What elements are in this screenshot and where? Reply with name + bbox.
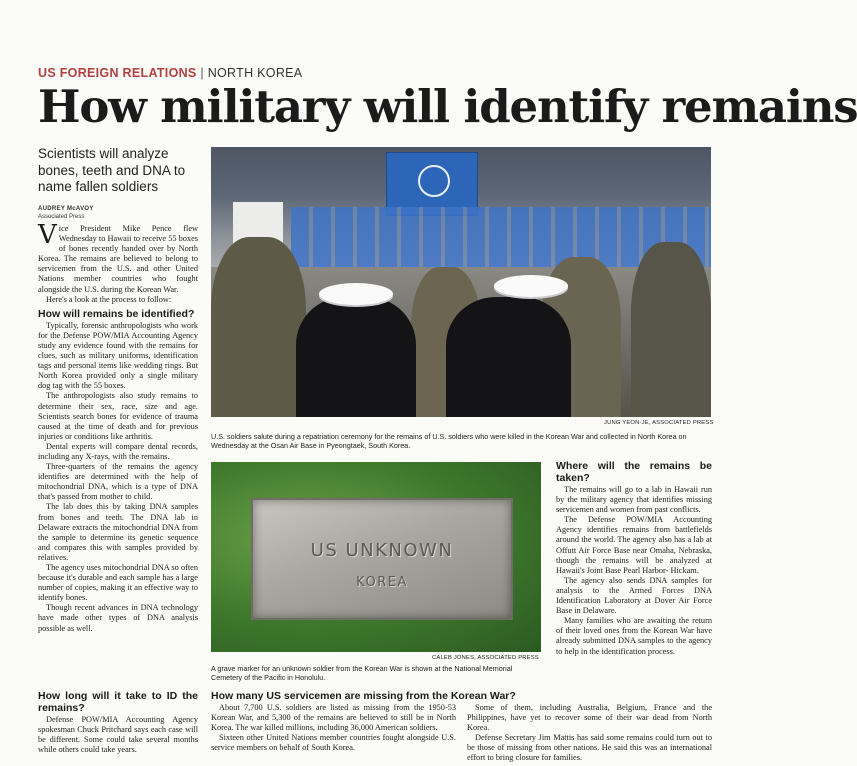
intro-paragraph-2: Here's a look at the process to follow:: [46, 294, 172, 304]
body-paragraph: The remains will go to a lab in Hawaii run by the military agency that identifies missing servicemen and women from past conflicts.: [556, 485, 712, 515]
article-column-3: [556, 460, 712, 657]
body-paragraph: The lab does this by taking DNA samples from bones and teeth. The DNA lab in Delaware extracts the mitochondrial DNA from the sample to determine its genetic sequence and compares this with samples provided by relatives.: [38, 502, 198, 562]
body-paragraph: Defense POW/MIA Accounting Agency spokesman Chuck Pritchard says each case will be different. Some could take several months while others could take years.: [38, 715, 198, 755]
section-kicker: [38, 66, 302, 80]
marine-figure: [446, 297, 571, 417]
body-paragraph: Sixteen other United Nations member countries fought alongside U.S. service members on behalf of South Korea.: [211, 733, 456, 753]
marker-inscription-line-1: US UNKNOWN: [310, 540, 454, 561]
drop-cap: V: [38, 220, 57, 250]
body-paragraph: Many families who are awaiting the return of their loved ones from the Korean War have already submitted DNA samples to the agency to help in the identification process.: [556, 616, 712, 656]
body-paragraph: Dental experts will compare dental records, including any X-rays, with the remains.: [38, 441, 198, 461]
byline-name: AUDREY McAVOY: [38, 206, 94, 212]
photo-credit: JUNG YEON-JE, ASSOCIATED PRESS: [604, 420, 714, 426]
article-column-1: [38, 220, 198, 634]
missing-right-column: [467, 703, 712, 764]
photo-credit: CALEB JONES, ASSOCIATED PRESS: [432, 655, 539, 661]
body-paragraph: The agency uses mitochondrial DNA so often because it's durable and each sample has a large number of copies, making it an effective way to identify bones.: [38, 563, 198, 603]
body-paragraph: Three-quarters of the remains the agency identifies are determined with the help of mitochondrial DNA, which is a type of DNA that's passed from mother to child.: [38, 462, 198, 502]
missing-section: [211, 690, 712, 764]
missing-left-column: [211, 703, 456, 764]
kicker-section: US FOREIGN RELATIONS: [38, 66, 197, 80]
photo-caption: U.S. soldiers salute during a repatriation ceremony for the remains of U.S. soldiers who were killed in the Korean War and collected in North Korea on Wednesday at the Osan Air Base in Pyeongtaek, South Korea.: [211, 432, 687, 451]
marker-inscription-line-2: KOREA: [356, 575, 408, 590]
grave-marker-stone: [251, 498, 513, 620]
body-paragraph: Defense Secretary Jim Mattis has said some remains could turn out to be those of missing from other nations. He said this was an international effort to bring closure for families.: [467, 733, 712, 763]
body-paragraph: The Defense POW/MIA Accounting Agency identifies remains from battlefields around the world. The agency also has a lab at Offutt Air Force Base near Omaha, Nebraska, though the remains will be analyzed at Hawaii's Joint Base Pearl Harbor- Hickam.: [556, 515, 712, 575]
headline: How military will identify remains: [38, 80, 857, 133]
un-emblem-icon: [418, 165, 450, 197]
subhead-missing: How many US servicemen are missing from the Korean War?: [211, 690, 516, 702]
byline-agency: Associated Press: [38, 214, 85, 220]
grave-marker-photo: [211, 462, 541, 652]
white-cap: [494, 275, 568, 297]
subhead-how-long: How long will it take to ID the remains?: [38, 690, 198, 714]
body-paragraph: Typically, forensic anthropologists who work for the Defense POW/MIA Accounting Agency study any evidence found with the remains for clues, such as military uniforms, identification tags and personal items like wedding rings. But North Korea provided only a single military dog tag with the 55 boxes.: [38, 320, 198, 391]
kicker-separator: |: [200, 66, 204, 80]
byline: [38, 205, 94, 221]
marine-figure: [296, 297, 416, 417]
ceremony-photo: [211, 147, 711, 417]
body-paragraph: Some of them, including Australia, Belgium, France and the Philippines, have yet to recover some of their war dead from North Korea.: [467, 703, 712, 733]
photo-caption: A grave marker for an unknown soldier from the Korean War is shown at the National Memorial Cemetery of the Pacific in Honolulu.: [211, 664, 513, 683]
white-cap: [319, 283, 393, 305]
subhead-where: Where will the remains be taken?: [556, 460, 712, 484]
body-paragraph: The anthropologists also study remains to determine their sex, race, size and age. Scientists search bones for evidence of trauma caused at the time of death and for previous injuries or conditions like arthritis.: [38, 391, 198, 441]
article-column-1-end: [38, 687, 198, 755]
body-paragraph: The agency also sends DNA samples for analysis to the Armed Forces DNA Identification Laboratory at Dover Air Force Base in Delaware.: [556, 575, 712, 616]
subhead-identify: How will remains be identified?: [38, 307, 195, 320]
soldier-figure: [211, 237, 306, 417]
deck: Scientists will analyze bones, teeth and DNA to name fallen soldiers: [38, 146, 186, 194]
body-paragraph: About 7,700 U.S. soldiers are listed as missing from the 1950-53 Korean War, and 5,300 of the remains are believed to still be in North Korea. The war killed millions, including 36,000 American soldiers.: [211, 703, 456, 733]
kicker-topic: NORTH KOREA: [207, 66, 303, 80]
body-paragraph: Though recent advances in DNA technology have made other types of DNA analysis possible as well.: [38, 603, 198, 633]
soldier-figure: [631, 242, 711, 417]
intro-paragraph-1: Vice President Mike Pence flew Wednesday to Hawaii to receive 55 boxes of bones recently handed over by North Korea. The remains are believed to belong to servicemen from the U.S. and other United Nations member countries who fought alongside the U.S. during the Korean War.: [38, 220, 198, 294]
